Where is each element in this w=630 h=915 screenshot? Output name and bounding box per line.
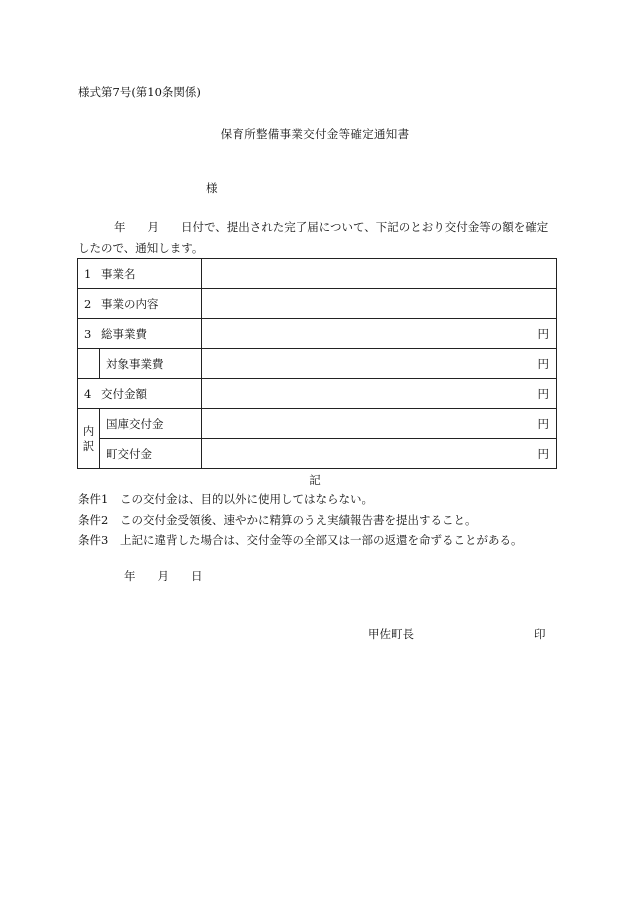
- row-label-town-grant: 町交付金: [100, 439, 202, 469]
- condition-item: 条件1 この交付金は、目的以外に使用してはならない。: [78, 492, 373, 506]
- blank-cell: [78, 349, 100, 379]
- breakdown-label: 内 訳: [78, 409, 100, 469]
- notes-heading: 記: [309, 473, 321, 487]
- table-row: [78, 409, 557, 439]
- project-name-value: [202, 259, 557, 289]
- row-label-national-grant: 国庫交付金: [100, 409, 202, 439]
- table-row: [78, 349, 557, 379]
- body-year-unit: 年: [114, 220, 126, 234]
- row-label-eligible-cost: 対象事業費: [100, 349, 202, 379]
- addressee-honorific: 様: [206, 181, 218, 195]
- body-month-unit: 月: [147, 220, 159, 234]
- row-label-grant-amount: 4 交付金額: [78, 379, 202, 409]
- condition-item: 条件2 この交付金受領後、速やかに精算のうえ実績報告書を提出すること。: [78, 513, 477, 527]
- national-grant-value: 円: [202, 409, 557, 439]
- grant-amount-value: 円: [202, 379, 557, 409]
- form-number: 様式第7号(第10条関係): [78, 85, 201, 99]
- eligible-cost-value: 円: [202, 349, 557, 379]
- signer-title: 甲佐町長: [368, 627, 414, 641]
- table-row: [78, 259, 557, 289]
- row-label-project-name: 1 事業名: [78, 259, 202, 289]
- table-row: [78, 319, 557, 349]
- notification-body: [78, 217, 558, 259]
- total-cost-value: 円: [202, 319, 557, 349]
- row-label-project-content: 2 事業の内容: [78, 289, 202, 319]
- body-text: 日付で、提出された完了届について、下記のとおり交付金等の額を確定したので、通知します。: [78, 220, 549, 255]
- issue-date: 年 月 日: [124, 569, 203, 583]
- row-label-total-cost: 3 総事業費: [78, 319, 202, 349]
- table-row: [78, 439, 557, 469]
- seal-mark: 印: [534, 627, 546, 641]
- condition-item: 条件3 上記に違背した場合は、交付金等の全部又は一部の返還を命ずることがある。: [78, 533, 523, 547]
- project-content-value: [202, 289, 557, 319]
- details-table: [77, 258, 557, 469]
- town-grant-value: 円: [202, 439, 557, 469]
- table-row: [78, 289, 557, 319]
- table-row: [78, 379, 557, 409]
- document-title: 保育所整備事業交付金等確定通知書: [220, 127, 410, 141]
